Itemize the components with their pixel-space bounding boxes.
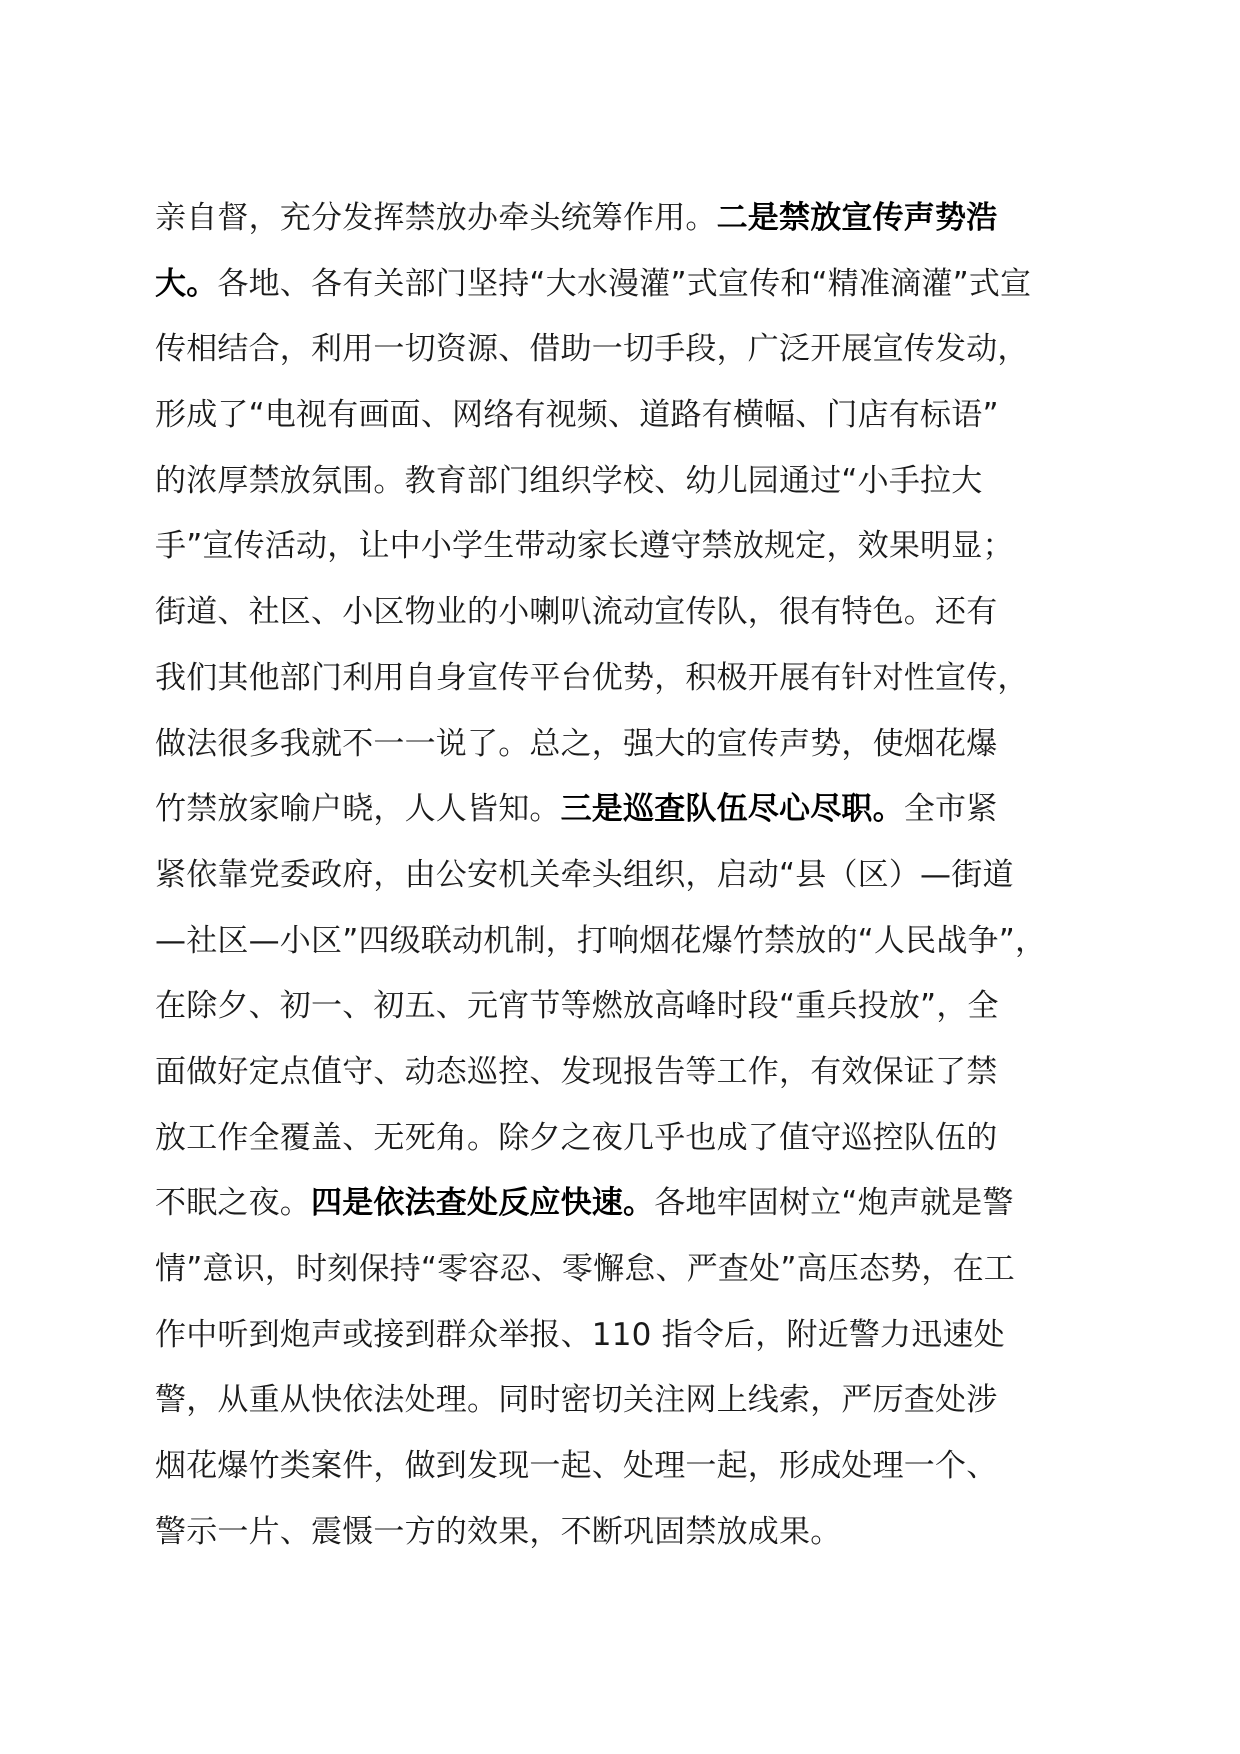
body-text-segment: 情”意识，时刻保持“零容忍、零懈怠、严查处”高压态势，在工 [155,1251,1015,1287]
bold-heading-phrase: 四是依法查处反应快速。 [311,1185,655,1222]
text-line [155,974,1085,1040]
text-line [155,580,1085,646]
text-line [155,1303,1085,1369]
text-line [155,843,1085,909]
body-text-segment: 竹禁放家喻户晓，人人皆知。 [155,791,561,828]
body-text-segment: 我们其他部门利用自身宣传平台优势，积极开展有针对性宣传， [155,659,1029,696]
body-text-segment: 紧依靠党委政府，由公安机关牵头组织，启动“县（区）—街道 [155,856,1014,893]
body-text-segment: 街道、社区、小区物业的小喇叭流动宣传队，很有特色。还有 [155,594,998,631]
text-line [155,777,1085,843]
body-text-segment: 警，从重从快依法处理。同时密切关注网上线索，严厉查处涉 [155,1382,998,1419]
text-line [155,186,1085,252]
text-line [155,909,1085,975]
body-text-segment: 做法很多我就不一一说了。总之，强大的宣传声势，使烟花爆 [155,725,998,762]
text-line [155,252,1085,318]
body-text-segment: 面做好定点值守、动态巡控、发现报告等工作，有效保证了禁 [155,1053,998,1090]
body-text-segment: 放工作全覆盖、无死角。除夕之夜几乎也成了值守巡控队伍的 [155,1119,998,1156]
body-text-segment: 烟花爆竹类案件，做到发现一起、处理一起，形成处理一个、 [155,1448,998,1485]
text-line [155,383,1085,449]
body-text-segment: 的浓厚禁放氛围。教育部门组织学校、幼儿园通过“小手拉大 [155,462,983,499]
bold-heading-phrase: 二是禁放宣传声势浩 [716,200,998,236]
body-text-segment: 作中听到炮声或接到群众举报、110 指令后，附近警力迅速处 [155,1316,1005,1353]
body-text [155,186,1085,1565]
text-line [155,1106,1085,1172]
text-line [155,1040,1085,1106]
bold-heading-phrase: 三是巡查队伍尽心尽职。 [560,791,904,828]
text-line [155,1434,1085,1500]
text-line [155,317,1085,383]
body-text-segment: 不眠之夜。 [155,1185,311,1222]
body-text-segment: 全市紧 [903,791,998,828]
body-text-segment: —社区—小区”四级联动机制，打响烟花爆竹禁放的“人民战争”， [155,922,1047,959]
body-text-segment: 各地、各有关部门坚持“大水漫灌”式宣传和“精准滴灌”式宣 [217,265,1032,302]
body-text-segment: 传相结合，利用一切资源、借助一切手段，广泛开展宣传发动， [155,331,1029,368]
text-line [155,646,1085,712]
text-line [155,514,1085,580]
body-text-segment: 警示一片、震慑一方的效果，不断巩固禁放成果。 [155,1513,842,1550]
body-text-segment: 形成了“电视有画面、网络有视频、道路有横幅、门店有标语” [155,397,999,434]
text-line [155,1368,1085,1434]
bold-heading-phrase: 大。 [155,265,218,302]
body-text-segment: 在除夕、初一、初五、元宵节等燃放高峰时段“重兵投放”，全 [155,988,999,1025]
text-line [155,1500,1085,1566]
text-line [155,1171,1085,1237]
body-text-segment: 各地牢固树立“炮声就是警 [654,1185,1014,1222]
text-line [155,449,1085,515]
body-text-segment: 手”宣传活动，让中小学生带动家长遵守禁放规定，效果明显； [155,528,1014,565]
text-line [155,1237,1085,1303]
text-line [155,712,1085,778]
body-text-segment: 亲自督，充分发挥禁放办牵头统筹作用。 [155,200,717,236]
